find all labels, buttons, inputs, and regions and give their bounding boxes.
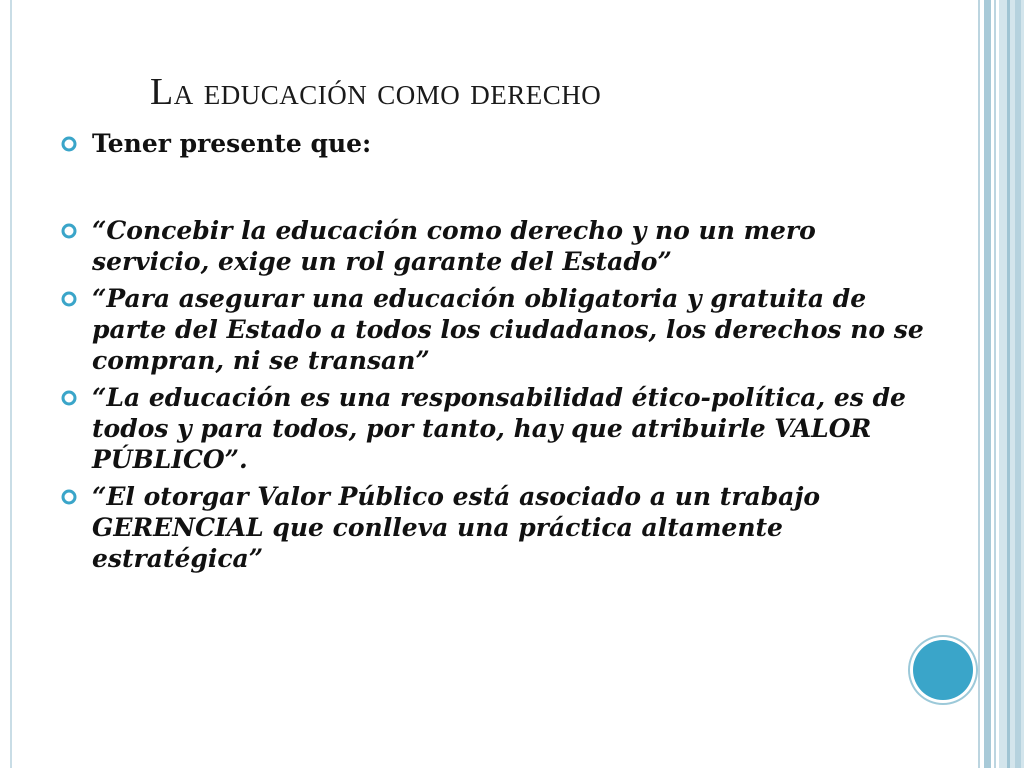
bullet-item [60,283,940,376]
bullet-list [60,128,940,574]
circle-decoration [913,640,973,700]
bullet-item [60,481,940,574]
bullet-text: “El otorgar Valor Público está asociado a un trabajo GERENCIAL que conlleva una práctica altamente estratégica” [92,482,821,573]
bullet-text: “Concebir la educación como derecho y no un mero servicio, exige un rol garante del Estado” [92,216,816,276]
right-stripe [1015,0,1021,768]
bullet-item [60,215,940,277]
ring-bullet-icon [60,222,78,240]
bullet-item [60,128,940,159]
bullet-item [60,382,940,475]
bullet-text: Tener presente que: [92,129,372,158]
ring-bullet-icon [60,488,78,506]
right-stripe [1007,0,1010,768]
bullet-text: “La educación es una responsabilidad ético-política, es de todos y para todos, por tanto, hay que atribuirle VALOR PÚBLICO”. [92,383,906,474]
right-stripe [994,0,996,768]
right-stripe [984,0,991,768]
slide-title: La educación como derecho [150,71,602,113]
ring-bullet-icon [60,135,78,153]
ring-bullet-icon [60,290,78,308]
right-stripe [978,0,980,768]
bullet-text: “Para asegurar una educación obligatoria y gratuita de parte del Estado a todos los ciudadanos, los derechos no se compran, ni se transan” [92,284,924,375]
left-decorative-rule [10,0,12,768]
ring-bullet-icon [60,389,78,407]
